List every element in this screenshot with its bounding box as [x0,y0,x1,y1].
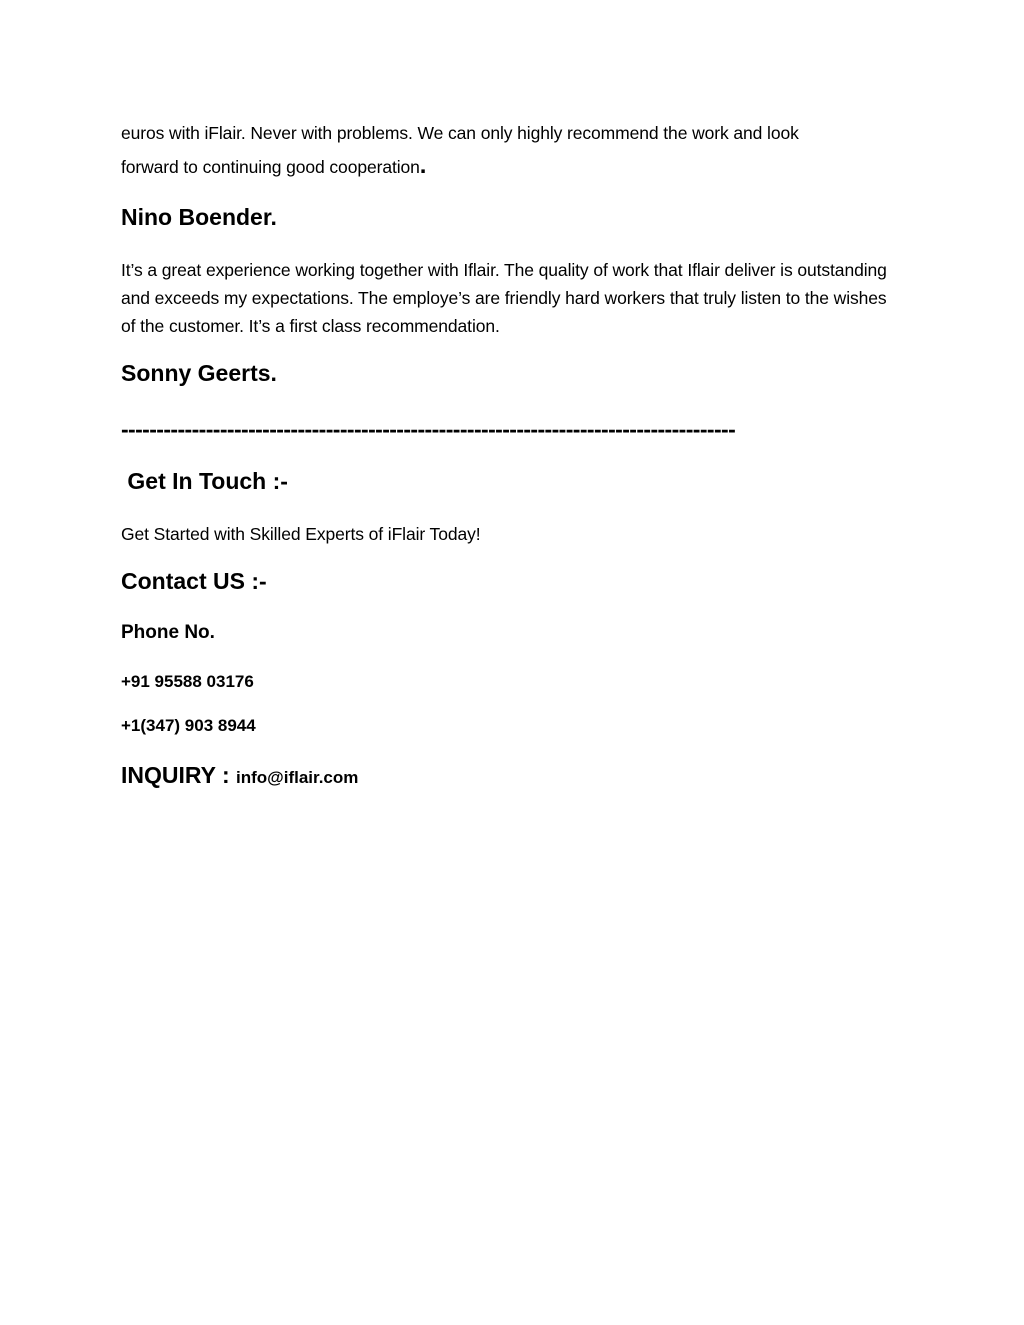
testimonial-continuation-line-2 [121,153,901,181]
inquiry-line [121,762,358,789]
testimonial-continuation-line-2-text: forward to continuing good cooperation [121,157,420,177]
testimonial-text-2: It’s a great experience working together with Iflair. The quality of work that Iflair deliver is outstanding and exceeds my expectations. The employe’s are friendly hard workers that truly listen to the wishes of the customer. It’s a first class recommendation. [121,260,887,336]
inquiry-label: INQUIRY : [121,762,237,788]
inquiry-email-link[interactable]: info@iflair.com [236,768,359,787]
get-in-touch-heading: Get In Touch :- [121,468,288,494]
end-mark: . [419,152,427,179]
phone-number-us: +1(347) 903 8944 [121,716,256,735]
testimonial-continuation-line-1: euros with iFlair. Never with problems. We can only highly recommend the work and look [121,123,799,143]
testimonial-author-2: Sonny Geerts. [121,360,277,386]
phone-number-india: +91 95588 03176 [121,672,254,691]
contact-us-heading: Contact US :- [121,568,267,594]
testimonial-continuation [121,119,901,181]
section-divider: --------------------------------------------------------------------------------------- [121,416,736,442]
phone-label: Phone No. [121,622,215,643]
testimonial-author-1: Nino Boender. [121,204,277,230]
get-in-touch-text: Get Started with Skilled Experts of iFlair Today! [121,524,481,544]
